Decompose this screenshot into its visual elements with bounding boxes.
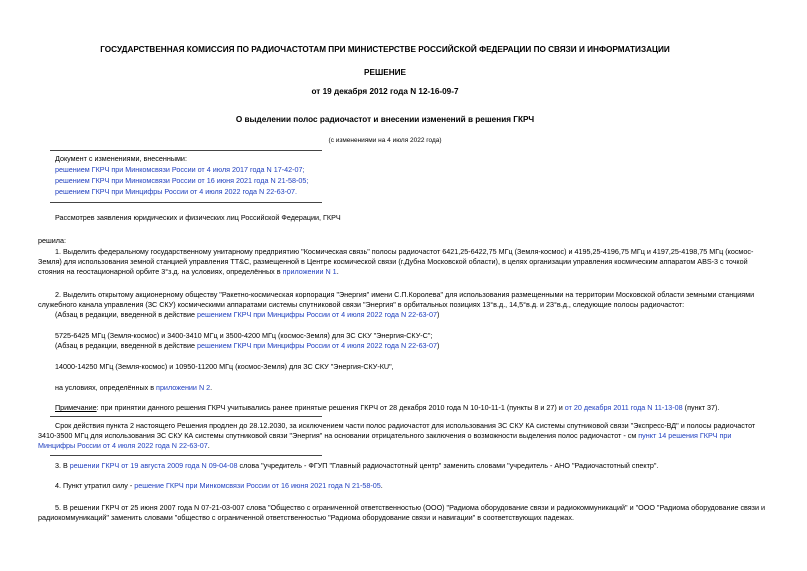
changes-box-top-rule bbox=[50, 150, 322, 151]
term-line-2: 3410-3500 МГц для использования ЗС СКУ КА системы спутниковой связи "Энергия" на основании отрицательного заключения о возможности выделения полос радиочастот - см пункт 14 решения ГКРЧ при bbox=[38, 431, 732, 440]
paragraph-4-decision-link[interactable]: решение ГКРЧ при Минкомсвязи России от 16 июня 2021 года N 21-58-05 bbox=[134, 481, 381, 490]
remark: Примечание: при принятии данного решения ГКРЧ учитывались ранее принятые решения ГКРЧ от 28 декабря 2010 года N 10-10-11-1 (пункты 8 и 27) и от 20 декабря 2011 года N 11-13-08 (пункт 37). bbox=[55, 403, 720, 412]
paragraph-1-line-3: стояния на геостационарной орбите 3°з.д. на условиях, определённых в приложении N 1. bbox=[38, 267, 339, 276]
paragraph-2-edit-note: (Абзац в редакции, введенной в действие решением ГКРЧ при Минцифры России от 4 июля 2022 года N 22-63-07) bbox=[55, 310, 440, 319]
issuing-authority: ГОСУДАРСТВЕННАЯ КОМИССИЯ ПО РАДИОЧАСТОТАМ ПРИ МИНИСТЕРСТВЕ РОССИЙСКОЙ ФЕДЕРАЦИИ ПО СВЯЗИ И ИНФОРМАТИЗАЦИИ bbox=[100, 44, 670, 54]
document-type: РЕШЕНИЕ bbox=[364, 67, 406, 77]
paragraph-5-line-1: 5. В решении ГКРЧ от 25 июня 2007 года N 07-21-03-007 слова "Общество с ограниченной ответственностью (ООО) "Радиома оборудование связи и радиокоммуникаций" и "ООО "Радиома оборудование связи и bbox=[55, 503, 765, 512]
band-1: 5725-6425 МГц (Земля-космос) и 3400-3410 МГц и 3500-4200 МГц (космос-Земля) для ЗС СКУ "Энергия-СКУ-С"; bbox=[55, 331, 433, 340]
paragraph-3-decision-link[interactable]: решении ГКРЧ от 19 августа 2009 года N 09-04-08 bbox=[69, 461, 238, 470]
paragraph-4: 4. Пункт утратил силу - решение ГКРЧ при Минкомсвязи России от 16 июня 2021 года N 21-58-05. bbox=[55, 481, 383, 490]
paragraph-1-line-2: Земля) для использования земной станцией управления TT&C, размещенной в Центре космической связи (г.Дубна Московской области), в целях организации управления космическим аппаратом ABS-3 с точкой bbox=[38, 257, 748, 266]
paragraph-5-line-2: радиокоммуникаций" заменить словами "общество с ограниченной ответственностью "Радиома оборудование связи и навигации" в соответствующих падежах. bbox=[38, 513, 574, 522]
edit-note-link-1[interactable]: решением ГКРЧ при Минцифры России от 4 июля 2022 года N 22-63-07 bbox=[196, 310, 437, 319]
document-date-number: от 19 декабря 2012 года N 12-16-09-7 bbox=[311, 86, 459, 96]
appendix-1-link[interactable]: приложении N 1 bbox=[282, 267, 337, 276]
term-decision-link[interactable]: пункт 14 решения ГКРЧ при bbox=[638, 431, 732, 440]
band-1-edit-note: (Абзац в редакции, введенной в действие решением ГКРЧ при Минцифры России от 4 июля 2022 года N 22-63-07) bbox=[55, 341, 440, 350]
amendment-link-2017[interactable]: решением ГКРЧ при Минкомсвязи России от 4 июля 2017 года N 17-42-07; bbox=[55, 165, 305, 174]
remark-decision-link[interactable]: от 20 декабря 2011 года N 11-13-08 bbox=[564, 403, 683, 412]
paragraph-2-line-1: 2. Выделить открытому акционерному обществу "Ракетно-космическая корпорация "Энергия" имени С.П.Королева" для использования размещенными на территории Московской области земными станциями bbox=[55, 290, 755, 299]
term-top-rule bbox=[50, 416, 322, 417]
band-2: 14000-14250 МГц (Земля-космос) и 10950-11200 МГц (космос-Земля) для ЗС СКУ "Энергия-СКУ-КU", bbox=[55, 362, 394, 371]
remark-label: Примечание bbox=[55, 403, 97, 412]
term-line-3[interactable]: Минцифры России от 4 июля 2022 года N 22-63-07. bbox=[38, 441, 210, 450]
paragraph-3: 3. В решении ГКРЧ от 19 августа 2009 года N 09-04-08 слова "учредитель - ФГУП "Главный радиочастотный центр" заменить словами "учредитель - АНО "Радиочастотный спектр". bbox=[55, 461, 659, 470]
term-bottom-rule bbox=[50, 455, 322, 456]
conditions-line: на условиях, определённых в приложении N 2. bbox=[55, 383, 213, 392]
paragraph-2-line-2: служебного канала управления (ЗС СКУ) космическими аппаратами системы спутниковой связи "Энергия" в орбитальных позициях 13°в.д., 14,5°в.д. и 23°в.д., следующие полосы радиочастот: bbox=[38, 300, 685, 309]
changes-box-bottom-rule bbox=[50, 202, 322, 203]
document-title: О выделении полос радиочастот и внесении изменений в решения ГКРЧ bbox=[235, 114, 535, 124]
decided-label: решила: bbox=[38, 236, 66, 245]
term-line-1: Срок действия пункта 2 настоящего Решения продлен до 28.12.2030, за исключением части полос радиочастот для использования ЗС СКУ КА системы спутниковой связи "Экспресс-ВД" и полосы радиочастот bbox=[55, 421, 756, 430]
preamble: Рассмотрев заявления юридических и физических лиц Российской Федерации, ГКРЧ bbox=[55, 213, 341, 222]
appendix-2-link[interactable]: приложении N 2 bbox=[156, 383, 211, 392]
changes-box-intro: Документ с изменениями, внесенными: bbox=[55, 154, 187, 163]
edit-note-link-2[interactable]: решением ГКРЧ при Минцифры России от 4 июля 2022 года N 22-63-07 bbox=[196, 341, 437, 350]
paragraph-1-line-1: 1. Выделить федеральному государственному унитарному предприятию "Космическая связь" полосы радиочастот 6421,25-6422,75 МГц (Земля-космос) и 4195,25-4196,75 МГц и 4197,25-4198,75 МГц (космос- bbox=[55, 247, 754, 256]
amendment-link-2022[interactable]: решением ГКРЧ при Минцифры России от 4 июля 2022 года N 22-63-07. bbox=[55, 187, 297, 196]
amendment-link-2021[interactable]: решением ГКРЧ при Минкомсвязи России от 16 июня 2021 года N 21-58-05; bbox=[55, 176, 309, 185]
changes-note: (с изменениями на 4 июля 2022 года) bbox=[328, 137, 442, 144]
